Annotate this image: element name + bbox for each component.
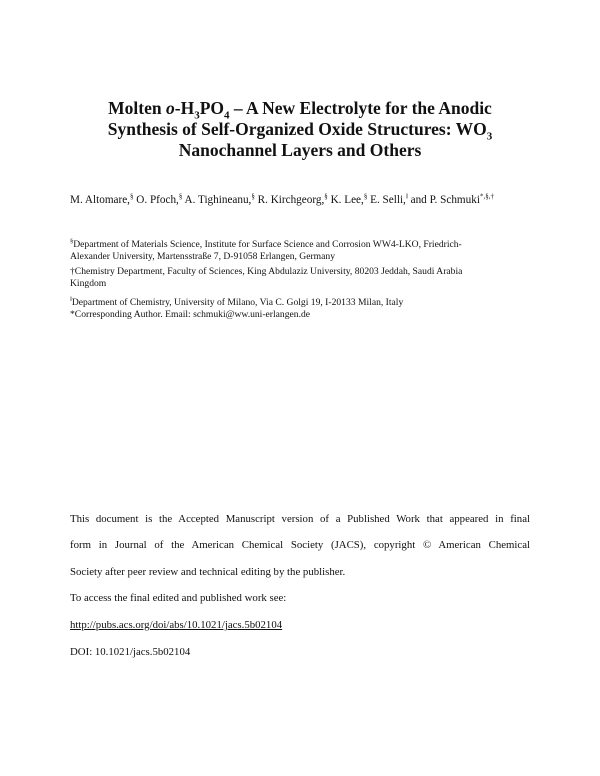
author-name: M. Altomare, xyxy=(70,193,130,206)
title-italic-o: o xyxy=(166,98,175,118)
notice-line: This document is the Accepted Manuscript version of a Published Work that appeared in final xyxy=(70,513,530,525)
author-name: A. Tighineanu, xyxy=(184,193,252,206)
affiliation-mark: § xyxy=(70,238,74,245)
author-name: E. Selli, xyxy=(370,193,406,206)
affiliation-text: Department of Materials Science, Institute for Surface Science and Corrosion WW4-LKO, Friedrich- xyxy=(73,239,462,251)
author-name: and P. Schmuki xyxy=(410,193,480,206)
title-text: -H xyxy=(174,98,195,118)
author-list xyxy=(70,189,540,207)
notice-link-line xyxy=(70,619,530,632)
title-text: PO xyxy=(199,98,225,118)
title-line-3: Nanochannel Layers and Others xyxy=(178,140,422,160)
author xyxy=(258,194,328,206)
paper-title xyxy=(60,98,540,161)
title-text: Molten xyxy=(108,98,166,118)
author-affiliation-mark: § xyxy=(251,192,255,200)
author-affiliation-mark: § xyxy=(178,192,183,200)
title-text: – A New Electrolyte for the Anodic xyxy=(229,98,492,118)
author-affiliation-mark: § xyxy=(324,192,328,200)
author xyxy=(331,194,368,206)
affiliation-text: Department of Chemistry, University of Milano, Via C. Golgi 19, I-20133 Milan, Italy xyxy=(71,297,404,309)
notice-line: form in Journal of the American Chemical Society (JACS), copyright © American Chemical xyxy=(70,539,530,551)
affiliation-milano xyxy=(70,294,530,309)
author-name: O. Pfoch, xyxy=(136,193,179,206)
author xyxy=(411,194,494,206)
affiliation-jeddah xyxy=(70,266,530,289)
author-affiliation-mark: ǁ xyxy=(405,192,408,200)
notice-line: To access the final edited and published work see: xyxy=(70,592,287,604)
author-affiliation-mark: § xyxy=(129,192,134,200)
doi-line: DOI: 10.1021/jacs.5b02104 xyxy=(70,646,191,658)
title-subscript: 3 xyxy=(486,130,493,143)
title-subscript: 3 xyxy=(194,109,200,122)
affiliation-line: †Chemistry Department, Faculty of Sciences, King Abdulaziz University, 80203 Jeddah, Saudi Arabia xyxy=(70,266,463,277)
author-affiliation-mark: *,§,† xyxy=(479,192,494,200)
author-name: R. Kirchgeorg, xyxy=(257,193,325,206)
notice-line: Society after peer review and technical editing by the publisher. xyxy=(70,566,346,578)
title-subscript: 4 xyxy=(224,109,230,122)
author-affiliation-mark: § xyxy=(363,192,368,200)
affiliation-line xyxy=(70,236,530,251)
author xyxy=(70,194,133,206)
corresponding-author: *Corresponding Author. Email: schmuki@ww.uni-erlangen.de xyxy=(70,309,311,320)
affiliation-erlangen xyxy=(70,236,530,262)
author xyxy=(370,194,408,206)
title-text: Synthesis of Self-Organized Oxide Structures: WO xyxy=(107,119,487,139)
author xyxy=(185,194,255,206)
author xyxy=(136,194,182,206)
affiliation-mark: ǁ xyxy=(70,296,72,303)
title-line-2 xyxy=(60,119,540,143)
affiliation-line: Kingdom xyxy=(70,277,107,289)
affiliation-line: Alexander University, Martensstraße 7, D-91058 Erlangen, Germany xyxy=(70,250,335,262)
published-work-link[interactable]: http://pubs.acs.org/doi/abs/10.1021/jacs.5b02104 xyxy=(70,619,283,631)
title-line-1 xyxy=(60,98,540,122)
author-name: K. Lee, xyxy=(330,193,364,206)
